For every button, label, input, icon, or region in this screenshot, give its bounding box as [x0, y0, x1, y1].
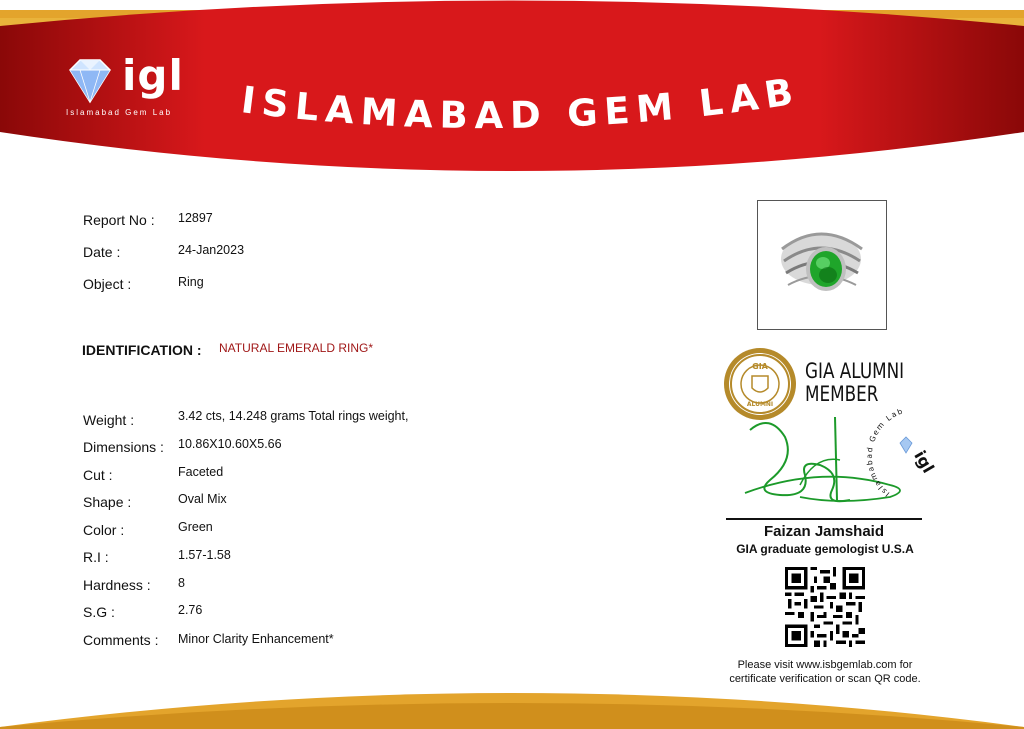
comments-label: Comments :	[83, 632, 159, 648]
qr-code[interactable]	[785, 567, 865, 647]
object-value: Ring	[178, 275, 204, 289]
comments-value: Minor Clarity Enhancement*	[178, 632, 334, 646]
verification-note	[700, 658, 950, 686]
gia-alumni-member	[805, 360, 904, 406]
seal-gia-text: GIA	[752, 362, 768, 371]
weight-value: 3.42 cts, 14.248 grams Total rings weight,	[178, 409, 409, 423]
gia-line1: GIA ALUMNI	[805, 359, 905, 383]
lab-stamp	[865, 406, 938, 498]
signature	[740, 405, 955, 517]
cut-label: Cut :	[83, 467, 113, 483]
report-no-value: 12897	[178, 211, 213, 225]
page-title: ISLAMABAD GEM LAB	[238, 69, 803, 138]
cut-value: Faceted	[178, 465, 224, 479]
ri-value: 1.57-1.58	[178, 548, 231, 562]
report-no-label: Report No :	[83, 212, 155, 228]
stamp-diamond-icon	[900, 437, 912, 453]
ring-photo	[757, 200, 887, 330]
date-value: 24-Jan2023	[178, 243, 245, 257]
seal-alumni-text: ALUMNI	[746, 401, 774, 408]
sg-value: 2.76	[178, 603, 203, 617]
hardness-label: Hardness :	[83, 577, 151, 593]
signature-line	[726, 518, 922, 520]
color-label: Color :	[83, 522, 125, 538]
identification-label: IDENTIFICATION :	[82, 342, 202, 358]
logo-subtitle: Islamabad Gem Lab	[66, 108, 173, 117]
object-label: Object :	[83, 276, 132, 292]
stamp-text: Islamabad Gem Lab	[864, 406, 905, 499]
logo-mark: igl	[122, 51, 184, 100]
verification-line2: certificate verification or scan QR code.	[729, 673, 921, 685]
date-label: Date :	[83, 244, 121, 260]
identification-value: NATURAL EMERALD RING*	[219, 341, 374, 355]
dimensions-value: 10.86X10.60X5.66	[178, 437, 282, 451]
verification-line1: Please visit www.isbgemlab.com for	[737, 659, 913, 671]
ri-label: R.I :	[83, 549, 109, 565]
svg-text:Islamabad Gem Lab	[865, 406, 905, 498]
dimensions-label: Dimensions :	[83, 439, 164, 455]
color-value: Green	[178, 520, 213, 534]
shape-value: Oval Mix	[178, 492, 227, 506]
signatory-title: GIA graduate gemologist U.S.A	[736, 542, 914, 556]
sg-label: S.G :	[83, 604, 115, 620]
gia-line2: MEMBER	[805, 382, 879, 406]
weight-label: Weight :	[83, 412, 135, 428]
shape-label: Shape :	[83, 494, 132, 510]
stamp-logo: igl	[910, 447, 939, 477]
hardness-value: 8	[178, 576, 185, 590]
signatory-name: Faizan Jamshaid	[763, 523, 885, 540]
